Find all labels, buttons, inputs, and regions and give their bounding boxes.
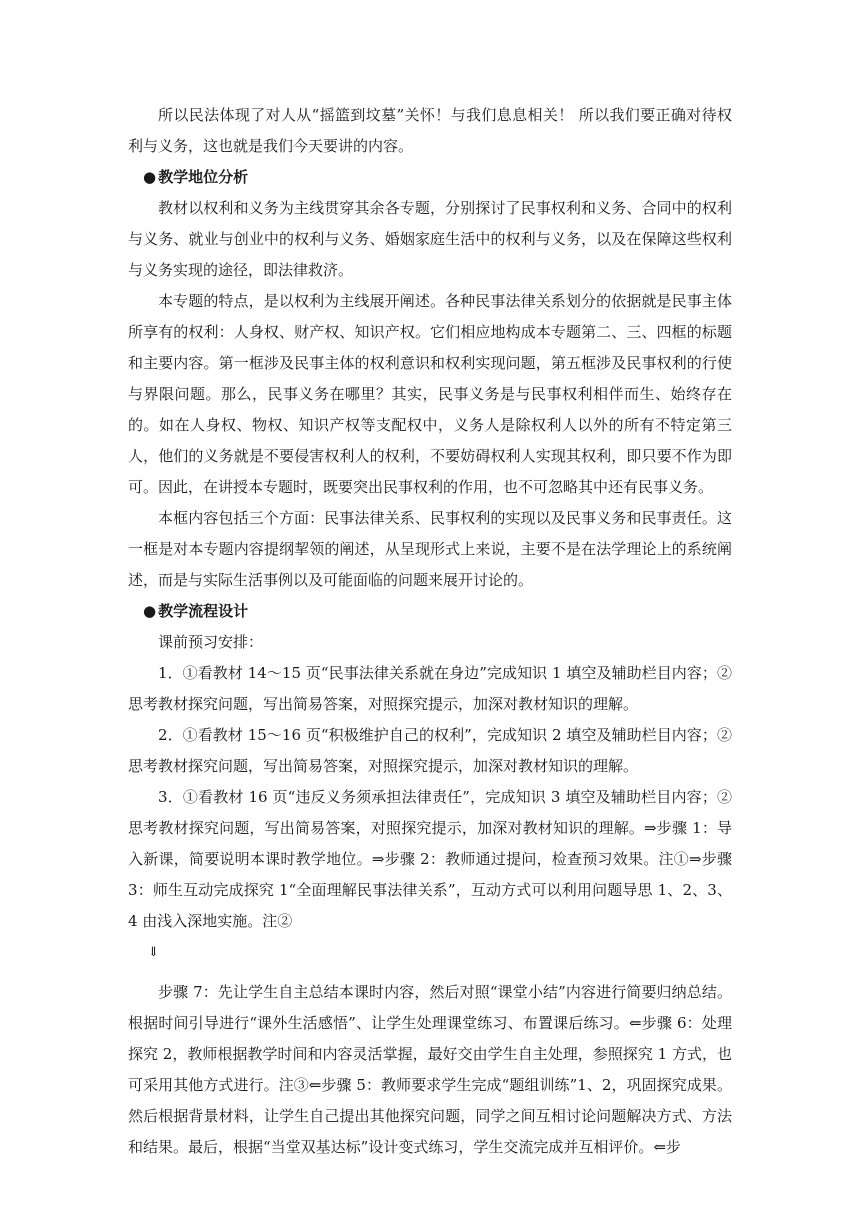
list-item: 2．①看教材 15～16 页“积极维护自己的权利”，完成知识 2 填空及辅助栏目内容；②思考教材探究问题，写出简易答案，对照探究提示，加深对教材知识的理解。 [128,726,732,775]
down-arrow-icon: ⇓ [148,945,159,960]
intro-paragraph: 所以民法体现了对人从“摇篮到坟墓”关怀！与我们息息相关！ 所以我们要正确对待权利与义务，这也就是我们今天要讲的内容。 [128,106,732,155]
bullet-icon: ● [143,168,157,186]
bullet-icon: ● [143,602,157,620]
prep-label: 课前预习安排： [158,633,264,651]
section-title: 教学地位分析 [158,168,249,186]
paragraph: 本框内容包括三个方面：民事法律关系、民事权利的实现以及民事义务和民事责任。这一框是对本专题内容提纲挈领的阐述，从呈现形式上来说，主要不是在法学理论上的系统阐述，而是与实际生活事例以及可能面临的问题来展开讨论的。 [128,509,732,589]
section-title: 教学流程设计 [158,602,249,620]
final-paragraph: 步骤 7：先让学生自主总结本课时内容，然后对照“课堂小结”内容进行简要归纳总结。根据时间引导进行“课外生活感悟”、让学生处理课堂练习、布置课后练习。⇐步骤 6：处理探究 2，教师根据教学时间和内容灵活掌握，最好交由学生自主处理，参照探究 1 方式，也可采用其他方式进行。注③⇐步骤 5：教师要求学生完成“题组训练”1、2，巩固探究成果。然后根据背景材料，让学生自己提出其他探究问题，同学之间互相讨论问题解决方式、方法和结果。最后，根据“当堂双基达标”设计变式练习，学生交流完成并互相评价。⇐步 [128,983,732,1156]
document-page [128,100,732,1163]
list-item: 1．①看教材 14～15 页“民事法律关系就在身边”完成知识 1 填空及辅助栏目内容；②思考教材探究问题，写出简易答案，对照探究提示，加深对教材知识的理解。 [128,664,732,713]
section-heading-teaching-position [128,162,732,193]
paragraph: 本专题的特点，是以权利为主线展开阐述。各种民事法律关系划分的依据就是民事主体所享有的权利：人身权、财产权、知识产权。它们相应地构成本专题第二、三、四框的标题和主要内容。第一框涉及民事主体的权利意识和权利实现问题，第五框涉及民事权利的行使与界限问题。那么，民事义务在哪里？其实，民事义务是与民事权利相伴而生、始终存在的。如在人身权、物权、知识产权等支配权中，义务人是除权利人以外的所有不特定第三人，他们的义务就是不要侵害权利人的权利，不要妨碍权利人实现其权利，即只要不作为即可。因此，在讲授本专题时，既要突出民事权利的作用，也不可忽略其中还有民事义务。 [128,292,732,496]
list-item: 3．①看教材 16 页“违反义务须承担法律责任”，完成知识 3 填空及辅助栏目内容；②思考教材探究问题，写出简易答案，对照探究提示，加深对教材知识的理解。⇒步骤 1：导入新课，简要说明本课时教学地位。⇒步骤 2：教师通过提问，检查预习效果。注①⇒步骤 3：师生互动完成探究 1“全面理解民事法律关系”，互动方式可以利用问题导思 1、2、3、4 由浅入深地实施。注② [128,788,732,930]
section-heading-teaching-flow [128,596,732,627]
paragraph: 教材以权利和义务为主线贯穿其余各专题，分别探讨了民事权利和义务、合同中的权利与义务、就业与创业中的权利与义务、婚姻家庭生活中的权利与义务，以及在保障这些权利与义务实现的途径，即法律救济。 [128,199,732,279]
